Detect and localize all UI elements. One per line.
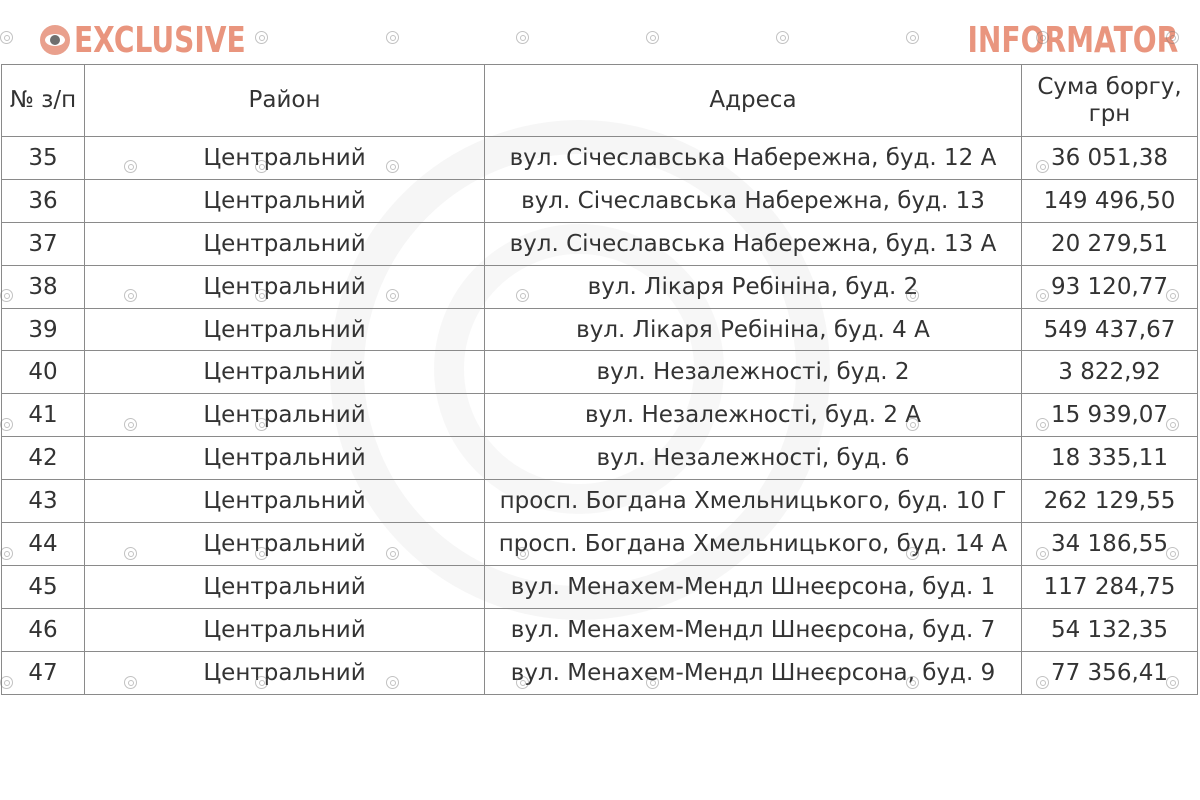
cell-district: Центральний (85, 651, 485, 694)
header-address: Адреса (485, 65, 1022, 137)
cell-address: вул. Менахем-Мендл Шнеєрсона, буд. 9 (485, 651, 1022, 694)
cell-district: Центральний (85, 222, 485, 265)
cell-debt: 93 120,77 (1022, 265, 1198, 308)
cell-debt: 20 279,51 (1022, 222, 1198, 265)
table-row (2, 480, 1198, 523)
cell-number: 38 (2, 265, 85, 308)
watermark-icon (0, 31, 13, 44)
cell-debt: 117 284,75 (1022, 565, 1198, 608)
table-body (2, 137, 1198, 695)
cell-debt: 549 437,67 (1022, 308, 1198, 351)
cell-district: Центральний (85, 565, 485, 608)
exclusive-logo (40, 18, 294, 62)
watermark-icon (516, 31, 529, 44)
cell-number: 37 (2, 222, 85, 265)
cell-number: 35 (2, 137, 85, 180)
cell-address: вул. Січеславська Набережна, буд. 13 А (485, 222, 1022, 265)
cell-address: вул. Січеславська Набережна, буд. 13 (485, 179, 1022, 222)
cell-number: 39 (2, 308, 85, 351)
cell-district: Центральний (85, 480, 485, 523)
debt-table (1, 64, 1198, 695)
cell-address: вул. Незалежності, буд. 6 (485, 437, 1022, 480)
cell-district: Центральний (85, 137, 485, 180)
cell-debt: 77 356,41 (1022, 651, 1198, 694)
watermark-icon (646, 31, 659, 44)
cell-number: 40 (2, 351, 85, 394)
cell-address: вул. Лікаря Ребініна, буд. 2 (485, 265, 1022, 308)
cell-district: Центральний (85, 351, 485, 394)
header-district: Район (85, 65, 485, 137)
cell-debt: 262 129,55 (1022, 480, 1198, 523)
table-row (2, 308, 1198, 351)
table-row (2, 179, 1198, 222)
exclusive-logo-text: EXCLUSIVE (74, 19, 246, 61)
table-row (2, 523, 1198, 566)
cell-number: 43 (2, 480, 85, 523)
cell-number: 41 (2, 394, 85, 437)
table-row (2, 351, 1198, 394)
cell-debt: 15 939,07 (1022, 394, 1198, 437)
cell-debt: 36 051,38 (1022, 137, 1198, 180)
header-debt: Сума боргу, грн (1022, 65, 1198, 137)
cell-district: Центральний (85, 523, 485, 566)
header-number: № з/п (2, 65, 85, 137)
cell-number: 36 (2, 179, 85, 222)
cell-district: Центральний (85, 437, 485, 480)
cell-number: 46 (2, 608, 85, 651)
watermark-icon (776, 31, 789, 44)
cell-number: 44 (2, 523, 85, 566)
eye-icon (40, 25, 70, 55)
table-row (2, 222, 1198, 265)
cell-address: вул. Менахем-Мендл Шнеєрсона, буд. 7 (485, 608, 1022, 651)
cell-district: Центральний (85, 608, 485, 651)
table-header-row (2, 65, 1198, 137)
table-row (2, 437, 1198, 480)
cell-district: Центральний (85, 394, 485, 437)
watermark-icon (386, 31, 399, 44)
table-row (2, 394, 1198, 437)
cell-debt: 34 186,55 (1022, 523, 1198, 566)
table-row (2, 565, 1198, 608)
cell-address: вул. Січеславська Набережна, буд. 12 А (485, 137, 1022, 180)
table-row (2, 608, 1198, 651)
cell-number: 45 (2, 565, 85, 608)
cell-debt: 18 335,11 (1022, 437, 1198, 480)
cell-number: 47 (2, 651, 85, 694)
cell-address: вул. Лікаря Ребініна, буд. 4 А (485, 308, 1022, 351)
informator-logo-text: INFORMATOR (967, 19, 1178, 61)
cell-number: 42 (2, 437, 85, 480)
cell-debt: 3 822,92 (1022, 351, 1198, 394)
table-row (2, 137, 1198, 180)
table-row (2, 265, 1198, 308)
cell-address: просп. Богдана Хмельницького, буд. 14 А (485, 523, 1022, 566)
cell-district: Центральний (85, 265, 485, 308)
cell-address: просп. Богдана Хмельницького, буд. 10 Г (485, 480, 1022, 523)
cell-address: вул. Менахем-Мендл Шнеєрсона, буд. 1 (485, 565, 1022, 608)
cell-district: Центральний (85, 308, 485, 351)
informator-logo (908, 18, 1178, 62)
cell-address: вул. Незалежності, буд. 2 (485, 351, 1022, 394)
cell-debt: 54 132,35 (1022, 608, 1198, 651)
cell-district: Центральний (85, 179, 485, 222)
cell-debt: 149 496,50 (1022, 179, 1198, 222)
cell-address: вул. Незалежності, буд. 2 А (485, 394, 1022, 437)
table-row (2, 651, 1198, 694)
